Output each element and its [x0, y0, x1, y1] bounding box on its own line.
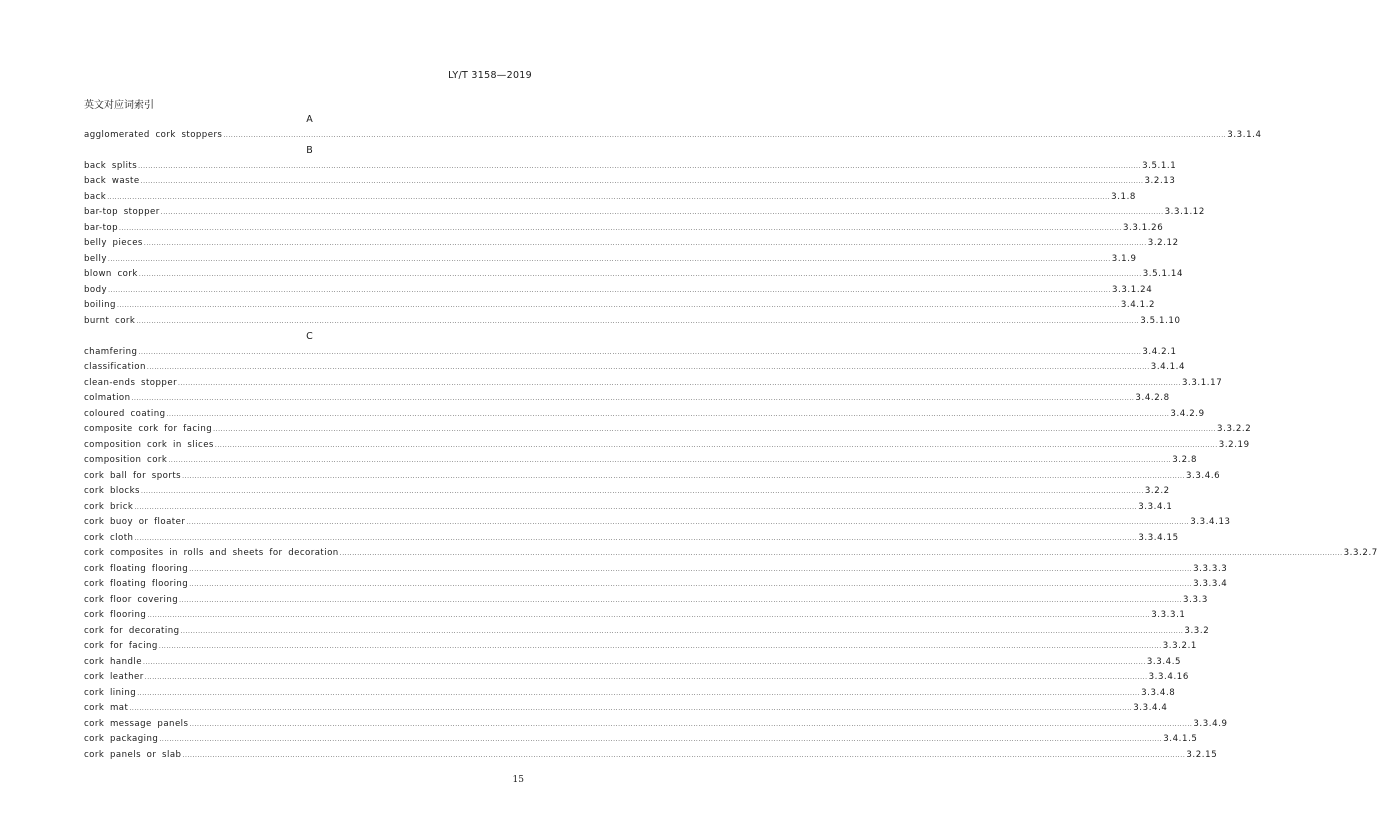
entry-ref: 3.4.2.8	[1135, 393, 1170, 403]
entry-term: composition cork	[84, 455, 168, 465]
entry-term: blown cork	[84, 269, 138, 279]
index-list	[84, 112, 1378, 763]
entry-term: cork floating flooring	[84, 579, 189, 589]
entry-ref: 3.4.2.1	[1142, 346, 1177, 357]
index-entry	[84, 639, 1197, 655]
entry-term: back	[84, 191, 107, 202]
dot-leader: ................................................................................................................................................................................................................................................................................................................................................................................................................	[213, 426, 1217, 433]
entry-ref: 3.3.4.4	[1133, 703, 1168, 713]
dot-leader: ................................................................................................................................................................................................................................................................................................................................................................................................................	[159, 736, 1163, 743]
entry-term: cork for facing	[84, 641, 158, 651]
entry-term: cork lining	[84, 687, 137, 698]
entry-term: composite cork for facing	[84, 424, 213, 434]
standard-code: LY/T 3158—2019	[448, 70, 532, 81]
dot-leader: ................................................................................................................................................................................................................................................................................................................................................................................................................	[142, 658, 1146, 666]
entry-ref: 3.4.1.4	[1150, 362, 1186, 372]
entry-ref: 3.5.1.14	[1142, 269, 1184, 279]
entry-term: cork message panels	[84, 718, 189, 729]
index-entry	[84, 655, 1182, 671]
entry-ref: 3.4.2.9	[1170, 408, 1205, 419]
entry-ref: 3.3.4.16	[1148, 672, 1189, 682]
entry-term: classification	[84, 362, 146, 372]
dot-leader: ................................................................................................................................................................................................................................................................................................................................................................................................................	[137, 689, 1141, 697]
index-entry	[84, 236, 1179, 252]
entry-term: body	[84, 284, 108, 295]
dot-leader: ................................................................................................................................................................................................................................................................................................................................................................................................................	[119, 224, 1122, 232]
index-entry	[84, 515, 1231, 531]
entry-ref: 3.1.8	[1111, 191, 1136, 202]
index-entry	[84, 159, 1177, 175]
index-entry	[84, 500, 1173, 516]
dot-leader: ................................................................................................................................................................................................................................................................................................................................................................................................................	[147, 612, 1151, 619]
dot-leader: ................................................................................................................................................................................................................................................................................................................................................................................................................	[138, 348, 1142, 356]
entry-term: chamfering	[84, 346, 138, 357]
dot-leader: ................................................................................................................................................................................................................................................................................................................................................................................................................	[158, 643, 1162, 650]
entry-ref: 3.3.4.1	[1138, 501, 1173, 512]
index-entry	[84, 469, 1221, 485]
entry-term: cork composites in rolls and sheets for decoration	[84, 548, 339, 558]
entry-term: back waste	[84, 176, 140, 186]
entry-term: colmation	[84, 393, 131, 403]
entry-ref: 3.4.1.2	[1120, 300, 1156, 310]
dot-leader: ................................................................................................................................................................................................................................................................................................................................................................................................................	[140, 178, 1144, 185]
entry-ref: 3.3.2.7	[1343, 548, 1378, 558]
entry-term: cork brick	[84, 501, 134, 512]
index-entry	[84, 360, 1186, 376]
dot-leader: ................................................................................................................................................................................................................................................................................................................................................................................................................	[108, 286, 1111, 294]
dot-leader: ................................................................................................................................................................................................................................................................................................................................................................................................................	[129, 705, 1133, 712]
index-entry	[84, 593, 1208, 609]
dot-leader: ................................................................................................................................................................................................................................................................................................................................................................................................................	[178, 379, 1181, 387]
index-entry	[84, 577, 1228, 593]
index-entry	[84, 422, 1252, 438]
entry-term: cork for decorating	[84, 625, 180, 636]
index-entry	[84, 252, 1137, 268]
entry-ref: 3.3.3.4	[1193, 579, 1228, 589]
index-entry	[84, 221, 1164, 237]
index-entry	[84, 267, 1184, 283]
dot-leader: ................................................................................................................................................................................................................................................................................................................................................................................................................	[189, 581, 1193, 588]
entry-ref: 3.3.1.12	[1164, 207, 1205, 217]
entry-term: cork cloth	[84, 532, 134, 543]
entry-term: belly pieces	[84, 238, 143, 248]
entry-ref: 3.4.1.5	[1163, 734, 1198, 744]
section-letter: B	[306, 145, 313, 156]
entry-ref: 3.2.13	[1144, 176, 1176, 186]
entry-ref: 3.3.1.4	[1227, 129, 1262, 140]
index-entry	[84, 128, 1262, 144]
entry-term: cork blocks	[84, 486, 140, 496]
dot-leader: ................................................................................................................................................................................................................................................................................................................................................................................................................	[107, 193, 1111, 201]
index-entry	[84, 686, 1176, 702]
index-entry	[84, 283, 1153, 299]
dot-leader: ................................................................................................................................................................................................................................................................................................................................................................................................................	[136, 317, 1140, 325]
section-letter: C	[306, 331, 313, 342]
entry-term: belly	[84, 253, 107, 264]
entry-ref: 3.2.12	[1147, 238, 1179, 248]
entry-term: bar-top stopper	[84, 207, 160, 217]
entry-ref: 3.2.19	[1218, 439, 1250, 450]
entry-term: back splits	[84, 160, 138, 171]
dot-leader: ................................................................................................................................................................................................................................................................................................................................................................................................................	[189, 565, 1193, 573]
entry-ref: 3.3.4.9	[1193, 718, 1228, 729]
dot-leader: ................................................................................................................................................................................................................................................................................................................................................................................................................	[116, 302, 1120, 309]
index-entry	[84, 732, 1198, 748]
dot-leader: ................................................................................................................................................................................................................................................................................................................................................................................................................	[143, 240, 1147, 247]
dot-leader: ................................................................................................................................................................................................................................................................................................................................................................................................................	[179, 596, 1183, 604]
dot-leader: ................................................................................................................................................................................................................................................................................................................................................................................................................	[189, 720, 1193, 728]
entry-ref: 3.3.4.8	[1141, 687, 1176, 698]
entry-ref: 3.2.2	[1144, 486, 1170, 496]
entry-ref: 3.3.3	[1183, 594, 1208, 605]
index-entry	[84, 314, 1181, 330]
entry-ref: 3.2.8	[1172, 455, 1198, 465]
entry-term: cork leather	[84, 672, 144, 682]
index-entry	[84, 438, 1250, 454]
dot-leader: ................................................................................................................................................................................................................................................................................................................................................................................................................	[182, 472, 1185, 480]
entry-ref: 3.5.1.10	[1140, 315, 1181, 326]
index-entry	[84, 562, 1228, 578]
index-entry	[84, 205, 1205, 221]
dot-leader: ................................................................................................................................................................................................................................................................................................................................................................................................................	[134, 534, 1138, 542]
entry-ref: 3.3.2.2	[1217, 424, 1252, 434]
entry-term: cork mat	[84, 703, 129, 713]
index-entry	[84, 190, 1136, 206]
dot-leader: ................................................................................................................................................................................................................................................................................................................................................................................................................	[223, 131, 1227, 139]
entry-term: cork packaging	[84, 734, 159, 744]
dot-leader: ................................................................................................................................................................................................................................................................................................................................................................................................................	[166, 410, 1170, 418]
entry-term: cork flooring	[84, 610, 147, 620]
index-entry	[84, 670, 1189, 686]
dot-leader: ................................................................................................................................................................................................................................................................................................................................................................................................................	[182, 751, 1186, 759]
entry-term: cork floating flooring	[84, 563, 189, 574]
index-entry	[84, 717, 1228, 733]
index-entry	[84, 608, 1186, 624]
entry-term: clean-ends stopper	[84, 377, 178, 388]
dot-leader: ................................................................................................................................................................................................................................................................................................................................................................................................................	[138, 162, 1142, 170]
entry-term: coloured coating	[84, 408, 166, 419]
entry-ref: 3.3.1.26	[1122, 222, 1164, 233]
dot-leader: ................................................................................................................................................................................................................................................................................................................................................................................................................	[146, 364, 1150, 371]
dot-leader: ................................................................................................................................................................................................................................................................................................................................................................................................................	[186, 519, 1190, 526]
entry-ref: 3.3.2.1	[1162, 641, 1197, 651]
dot-leader: ................................................................................................................................................................................................................................................................................................................................................................................................................	[138, 271, 1142, 278]
dot-leader: ................................................................................................................................................................................................................................................................................................................................................................................................................	[140, 488, 1144, 495]
section-letter: A	[306, 114, 313, 125]
entry-term: cork buoy or floater	[84, 517, 186, 527]
page-number: 15	[512, 775, 524, 785]
entry-ref: 3.5.1.1	[1142, 160, 1177, 171]
index-title: 英文对应词索引	[84, 100, 154, 111]
entry-ref: 3.3.4.6	[1185, 470, 1221, 481]
index-entry	[84, 531, 1179, 547]
dot-leader: ................................................................................................................................................................................................................................................................................................................................................................................................................	[168, 457, 1172, 464]
index-entry	[84, 174, 1176, 190]
dot-leader: ................................................................................................................................................................................................................................................................................................................................................................................................................	[131, 395, 1135, 402]
entry-ref: 3.3.3.1	[1151, 610, 1186, 620]
entry-ref: 3.3.4.15	[1138, 532, 1179, 543]
entry-ref: 3.3.2	[1184, 625, 1210, 636]
index-entry	[84, 484, 1170, 500]
index-entry	[84, 701, 1168, 717]
dot-leader: ................................................................................................................................................................................................................................................................................................................................................................................................................	[339, 550, 1343, 557]
entry-ref: 3.1.9	[1111, 253, 1137, 264]
entry-ref: 3.3.3.3	[1193, 563, 1228, 574]
entry-ref: 3.3.4.13	[1190, 517, 1231, 527]
dot-leader: ................................................................................................................................................................................................................................................................................................................................................................................................................	[144, 674, 1148, 681]
entry-term: agglomerated cork stoppers	[84, 129, 223, 140]
index-entry	[84, 298, 1156, 314]
dot-leader: ................................................................................................................................................................................................................................................................................................................................................................................................................	[180, 627, 1184, 635]
entry-term: boiling	[84, 300, 116, 310]
index-entry	[84, 453, 1198, 469]
entry-term: burnt cork	[84, 315, 136, 326]
index-entry	[84, 407, 1205, 423]
dot-leader: ................................................................................................................................................................................................................................................................................................................................................................................................................	[134, 503, 1138, 511]
index-entry	[84, 391, 1170, 407]
entry-ref: 3.2.15	[1186, 749, 1218, 760]
entry-term: cork floor covering	[84, 594, 179, 605]
dot-leader: ................................................................................................................................................................................................................................................................................................................................................................................................................	[160, 209, 1164, 216]
entry-term: cork handle	[84, 656, 142, 667]
index-entry	[84, 376, 1223, 392]
index-entry	[84, 624, 1210, 640]
entry-term: cork panels or slab	[84, 749, 182, 760]
index-entry	[84, 748, 1218, 764]
dot-leader: ................................................................................................................................................................................................................................................................................................................................................................................................................	[214, 441, 1218, 449]
index-entry	[84, 345, 1177, 361]
dot-leader: ................................................................................................................................................................................................................................................................................................................................................................................................................	[107, 255, 1111, 263]
index-entry	[84, 546, 1378, 562]
entry-term: cork ball for sports	[84, 470, 182, 481]
entry-ref: 3.3.1.17	[1181, 377, 1223, 388]
entry-ref: 3.3.1.24	[1111, 284, 1153, 295]
entry-term: bar-top	[84, 222, 119, 233]
entry-term: composition cork in slices	[84, 439, 214, 450]
entry-ref: 3.3.4.5	[1146, 656, 1182, 667]
